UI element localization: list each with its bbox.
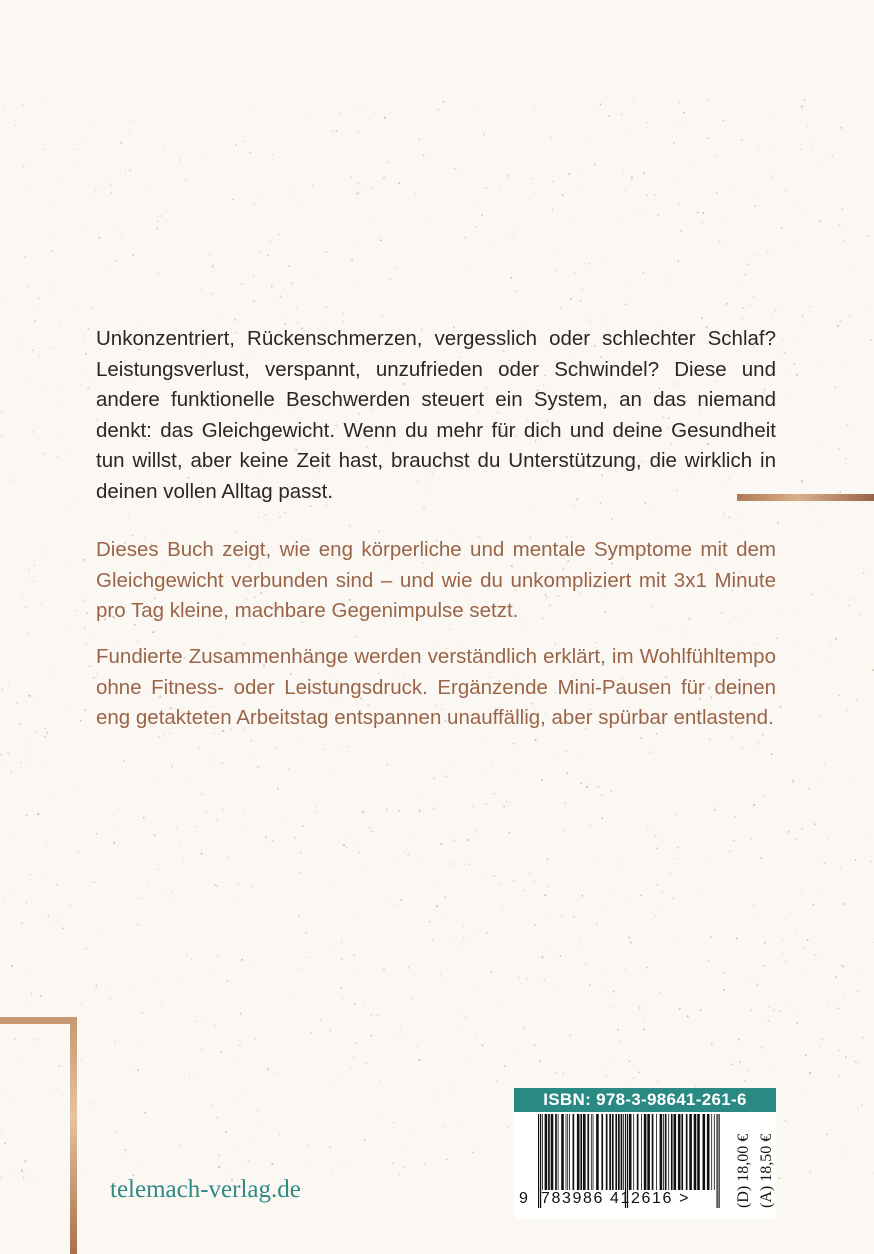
price-germany: (D) 18,00 € <box>735 1133 752 1208</box>
publisher-url: telemach-verlag.de <box>110 1176 301 1203</box>
isbn-label: ISBN: 978-3-98641-261-6 <box>514 1088 776 1112</box>
intro-paragraph: Unkonzentriert, Rückenschmerzen, vergesslich oder schlechter Schlaf? Leistungsverlust, verspannt, unzufrieden oder Schwindel? Diese und andere funktionelle Beschwerden steuert ein System, an das niemand denkt: das Gleichgewicht. Wenn du mehr für dich und deine Gesundheit tun willst, aber keine Zeit hast, brauchst du Unterstützung, die wirklich in deinen vollen Alltag passt. <box>96 327 776 503</box>
barcode-first-digit: 9 <box>519 1190 528 1207</box>
price-austria: (A) 18,50 € <box>758 1133 775 1208</box>
detail-paragraph: Fundierte Zusammenhänge werden verständlich erklärt, im Wohlfühltempo ohne Fitness- oder Leistungsdruck. Ergänzende Mini-Pausen für deinen eng getakteten Arbeitstag entspannen unauffällig, aber spürbar entlastend. <box>96 645 776 729</box>
copper-frame-corner <box>0 1017 77 1254</box>
highlight-paragraph: Dieses Buch zeigt, wie eng körperliche und mentale Symptome mit dem Gleichgewicht verbunden sind – und wie du unkompliziert mit 3x1 Minute pro Tag kleine, machbare Gegenimpulse setzt. <box>96 538 776 622</box>
barcode-digits: 783986 412616 > <box>541 1190 691 1207</box>
copper-accent-bar <box>737 494 874 501</box>
